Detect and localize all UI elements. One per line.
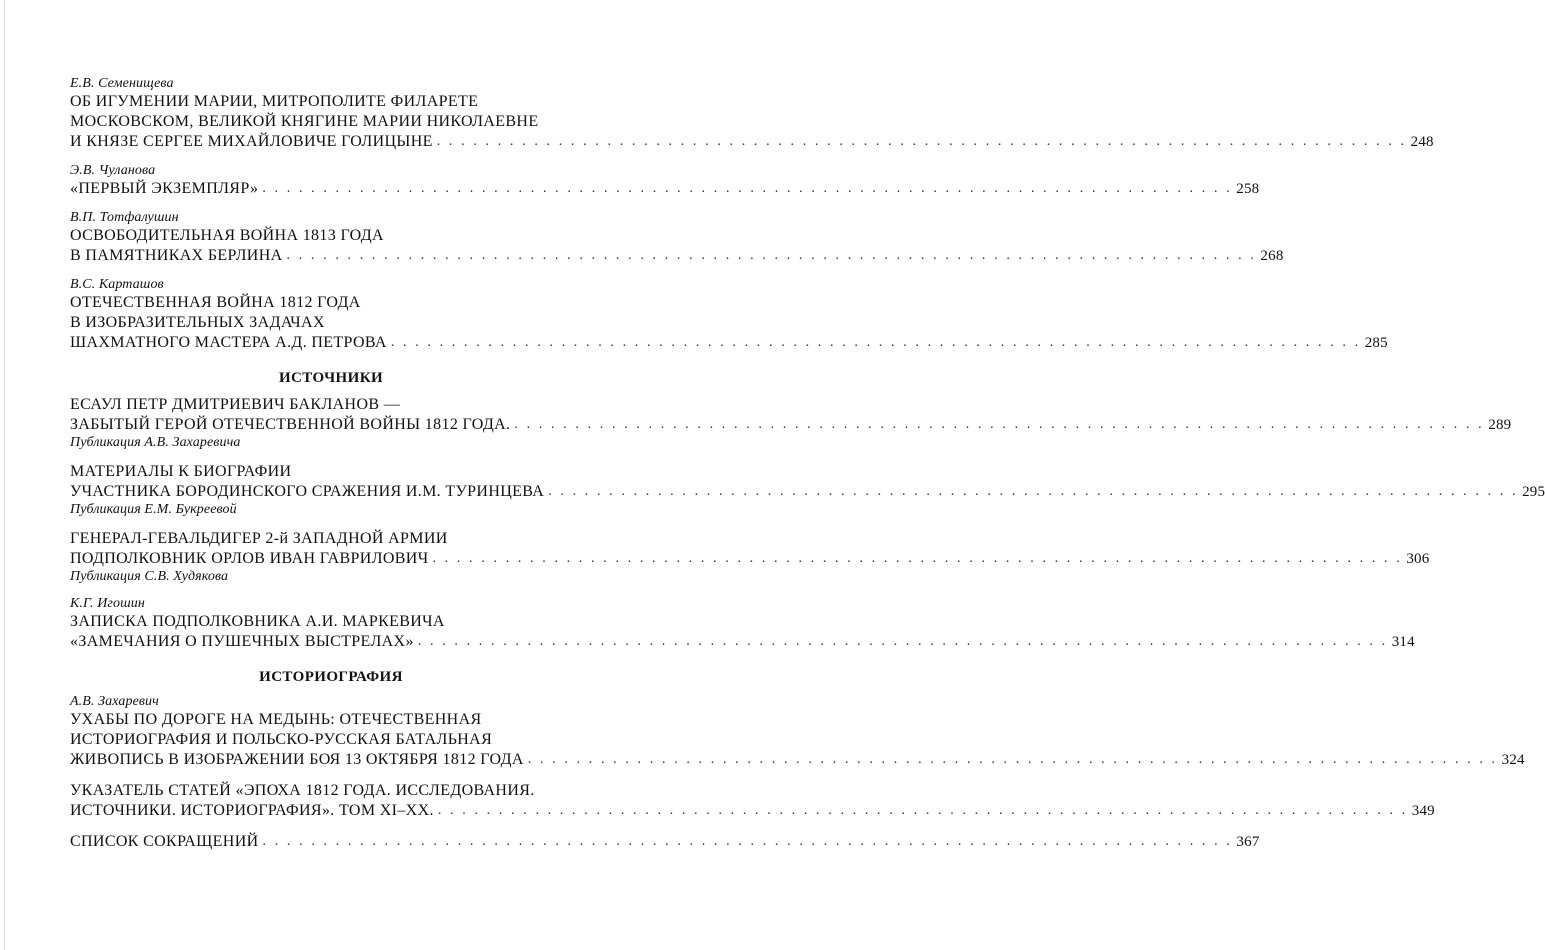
entry-title-last-line (70, 179, 1260, 199)
entry-author: В.С. Карташов (70, 277, 164, 292)
table-of-contents (70, 76, 1545, 863)
toc-entry[interactable] (70, 277, 1388, 353)
page-number[interactable]: 314 (1391, 634, 1415, 650)
page-number[interactable]: 258 (1236, 181, 1260, 197)
page-edge (4, 0, 5, 950)
dot-leader: . . . . . . . . . . . . . . . . . . . . . . . . . . . . . . . . . . . . . . . . . . . . . . . . . . . . . . . . . . . . . . . . . . . . . . . . . . . . . . . . (390, 335, 1361, 350)
entry-title-line: ЗАПИСКА ПОДПОЛКОВНИКА А.И. МАРКЕВИЧА (70, 613, 445, 630)
entry-title-last-line (70, 801, 1435, 821)
dot-leader: . . . . . . . . . . . . . . . . . . . . . . . . . . . . . . . . . . . . . . . . . . . . . . . . . . . . . . . . . . . . . . . . . . . . . . . . . . . . . . . . (432, 551, 1403, 566)
toc-entry[interactable] (70, 395, 1512, 451)
entry-author: В.П. Тотфалушин (70, 210, 179, 225)
dot-leader: . . . . . . . . . . . . . . . . . . . . . . . . . . . . . . . . . . . . . . . . . . . . . . . . . . . . . . . . . . . . . . . . . . . . . . . . . . . . . . . . (436, 134, 1407, 149)
page-number[interactable]: 349 (1411, 803, 1435, 819)
toc-entry[interactable] (70, 781, 1435, 821)
toc-entry[interactable] (70, 210, 1284, 266)
dot-leader: . . . . . . . . . . . . . . . . . . . . . . . . . . . . . . . . . . . . . . . . . . . . . . . . . . . . . . . . . . . . . . . . . . . . . . . . . . . . . . . . (514, 417, 1485, 432)
entry-title-line: ШАХМАТНОГО МАСТЕРА А.Д. ПЕТРОВА (70, 334, 387, 351)
dot-leader: . . . . . . . . . . . . . . . . . . . . . . . . . . . . . . . . . . . . . . . . . . . . . . . . . . . . . . . . . . . . . . . . . . . . . . . . . . . . . . . . (262, 181, 1233, 196)
entry-title-last-line (70, 632, 1415, 652)
page-number[interactable]: 248 (1410, 134, 1434, 150)
entry-publication: Публикация Е.М. Букреевой (70, 502, 237, 517)
page-number[interactable]: 324 (1501, 752, 1525, 768)
entry-publication: Публикация С.В. Худякова (70, 569, 229, 584)
dot-leader: . . . . . . . . . . . . . . . . . . . . . . . . . . . . . . . . . . . . . . . . . . . . . . . . . . . . . . . . . . . . . . . . . . . . . . . . . . . . . . . . (262, 834, 1233, 849)
dot-leader: . . . . . . . . . . . . . . . . . . . . . . . . . . . . . . . . . . . . . . . . . . . . . . . . . . . . . . . . . . . . . . . . . . . . . . . . . . . . . . . . (437, 803, 1408, 818)
entry-title-last-line (70, 832, 1260, 852)
entry-title-last-line (70, 333, 1388, 353)
toc-entry[interactable] (70, 163, 1260, 199)
entry-title-last-line (70, 482, 1545, 502)
entry-title-line: ПОДПОЛКОВНИК ОРЛОВ ИВАН ГАВРИЛОВИЧ (70, 550, 429, 567)
entry-title-line: ИСТОРИОГРАФИЯ И ПОЛЬСКО-РУССКАЯ БАТАЛЬНАЯ (70, 731, 493, 748)
page-number[interactable]: 285 (1364, 335, 1388, 351)
entry-title-line: ИСТОЧНИКИ. ИСТОРИОГРАФИЯ». ТОМ XI–XX. (70, 802, 434, 819)
page-number[interactable]: 289 (1488, 417, 1512, 433)
entry-title-line: В ПАМЯТНИКАХ БЕРЛИНА (70, 247, 283, 264)
entry-title-line: ЕСАУЛ ПЕТР ДМИТРИЕВИЧ БАКЛАНОВ — (70, 396, 401, 413)
page-number[interactable]: 268 (1260, 248, 1284, 264)
page-number[interactable]: 367 (1236, 834, 1260, 850)
toc-entry[interactable] (70, 462, 1545, 518)
entry-publication: Публикация А.В. Захаревича (70, 435, 241, 450)
page-number[interactable]: 306 (1406, 551, 1430, 567)
entry-title-line: «ПЕРВЫЙ ЭКЗЕМПЛЯР» (70, 180, 259, 197)
entry-title-line: И КНЯЗЕ СЕРГЕЕ МИХАЙЛОВИЧЕ ГОЛИЦЫНЕ (70, 133, 433, 150)
dot-leader: . . . . . . . . . . . . . . . . . . . . . . . . . . . . . . . . . . . . . . . . . . . . . . . . . . . . . . . . . . . . . . . . . . . . . . . . . . . . . . . . (527, 752, 1498, 767)
entry-title-line: ЖИВОПИСЬ В ИЗОБРАЖЕНИИ БОЯ 13 ОКТЯБРЯ 1812 ГОДА (70, 751, 524, 768)
entry-title-last-line (70, 246, 1284, 266)
toc-entry[interactable] (70, 529, 1430, 585)
section-heading: ИСТОРИОГРАФИЯ (259, 669, 403, 685)
page-number[interactable]: 295 (1522, 484, 1545, 500)
entry-title-line: УКАЗАТЕЛЬ СТАТЕЙ «ЭПОХА 1812 ГОДА. ИССЛЕДОВАНИЯ. (70, 782, 535, 799)
entry-author: К.Г. Игошин (70, 596, 145, 611)
entry-title-line: В ИЗОБРАЗИТЕЛЬНЫХ ЗАДАЧАХ (70, 314, 325, 331)
entry-title-line: «ЗАМЕЧАНИЯ О ПУШЕЧНЫХ ВЫСТРЕЛАХ» (70, 633, 414, 650)
dot-leader: . . . . . . . . . . . . . . . . . . . . . . . . . . . . . . . . . . . . . . . . . . . . . . . . . . . . . . . . . . . . . . . . . . . . . . . . . . . . . . . . (548, 484, 1519, 499)
entry-author: Е.В. Семенищева (70, 76, 174, 91)
entry-title-line: МОСКОВСКОМ, ВЕЛИКОЙ КНЯГИНЕ МАРИИ НИКОЛАЕВНЕ (70, 113, 539, 130)
entry-title-last-line (70, 132, 1434, 152)
entry-title-last-line (70, 549, 1430, 569)
entry-title-line: ЗАБЫТЫЙ ГЕРОЙ ОТЕЧЕСТВЕННОЙ ВОЙНЫ 1812 ГОДА. (70, 416, 511, 433)
entry-title-line: СПИСОК СОКРАЩЕНИЙ (70, 833, 259, 850)
entry-title-last-line (70, 415, 1512, 435)
dot-leader: . . . . . . . . . . . . . . . . . . . . . . . . . . . . . . . . . . . . . . . . . . . . . . . . . . . . . . . . . . . . . . . . . . . . . . . . . . . . . . . . (417, 634, 1388, 649)
entry-title-line: УЧАСТНИКА БОРОДИНСКОГО СРАЖЕНИЯ И.М. ТУРИНЦЕВА (70, 483, 545, 500)
entry-title-line: УХАБЫ ПО ДОРОГЕ НА МЕДЫНЬ: ОТЕЧЕСТВЕННАЯ (70, 711, 482, 728)
entry-title-line: ОБ ИГУМЕНИИ МАРИИ, МИТРОПОЛИТЕ ФИЛАРЕТЕ (70, 93, 479, 110)
section-heading: ИСТОЧНИКИ (278, 370, 384, 386)
entry-title-line: ГЕНЕРАЛ-ГЕВАЛЬДИГЕР 2-й ЗАПАДНОЙ АРМИИ (70, 530, 448, 547)
toc-entry[interactable] (70, 832, 1260, 852)
dot-leader: . . . . . . . . . . . . . . . . . . . . . . . . . . . . . . . . . . . . . . . . . . . . . . . . . . . . . . . . . . . . . . . . . . . . . . . . . . . . . . . . (286, 248, 1257, 263)
entry-title-line: ОСВОБОДИТЕЛЬНАЯ ВОЙНА 1813 ГОДА (70, 227, 384, 244)
entry-title-last-line (70, 750, 1525, 770)
entry-author: А.В. Захаревич (70, 694, 159, 709)
entry-title-line: МАТЕРИАЛЫ К БИОГРАФИИ (70, 463, 292, 480)
entry-title-line: ОТЕЧЕСТВЕННАЯ ВОЙНА 1812 ГОДА (70, 294, 361, 311)
toc-entry[interactable] (70, 694, 1525, 770)
toc-entry[interactable] (70, 76, 1434, 152)
entry-author: Э.В. Чуланова (70, 163, 156, 178)
toc-entry[interactable] (70, 596, 1415, 652)
